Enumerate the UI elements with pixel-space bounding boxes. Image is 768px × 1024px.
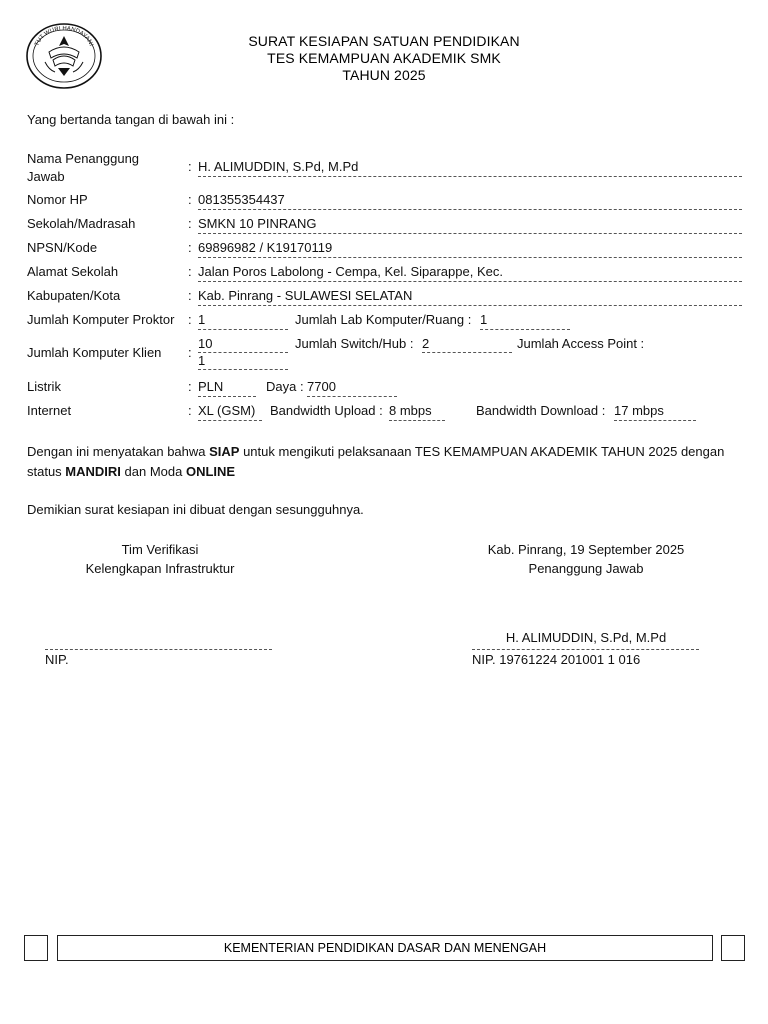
field-label: Jumlah Komputer Klien	[27, 345, 162, 360]
title-line-3: TAHUN 2025	[342, 67, 426, 83]
left-signature-block	[40, 540, 280, 578]
colon: :	[188, 159, 192, 174]
field-value: 17 mbps	[614, 403, 696, 421]
footer-left-box	[24, 935, 48, 961]
field-value: H. ALIMUDDIN, S.Pd, M.Pd	[198, 159, 742, 177]
field-label: Internet	[27, 403, 72, 418]
closing-text: Demikian surat kesiapan ini dibuat dengan sesungguhnya.	[27, 502, 364, 517]
field-label: Jumlah Komputer Proktor	[27, 312, 175, 327]
colon: :	[188, 379, 192, 394]
colon: :	[188, 345, 192, 360]
left-signature-title: Tim Verifikasi	[121, 542, 199, 557]
field-value: Jalan Poros Labolong - Cempa, Kel. Siparappe, Kec.	[198, 264, 742, 282]
statement-mode-online: ONLINE	[185, 464, 236, 479]
field-value: XL (GSM)	[198, 403, 262, 421]
field-label: Jumlah Switch/Hub :	[295, 336, 414, 351]
left-signature-line	[45, 649, 272, 650]
field-listrik	[27, 379, 742, 399]
field-npsn	[27, 240, 742, 260]
field-label: Jumlah Access Point :	[517, 336, 645, 351]
statement-status-siap: SIAP	[209, 444, 240, 459]
left-nip: NIP.	[45, 652, 69, 667]
field-klien	[27, 336, 742, 372]
right-nip: NIP. 19761224 201001 1 016	[472, 652, 641, 667]
field-value: 2	[422, 336, 512, 353]
field-proktor	[27, 312, 742, 332]
field-value: 69896982 / K19170119	[198, 240, 742, 258]
colon: :	[188, 264, 192, 279]
logo-motto-text: TUT WURI HANDAYANI	[34, 25, 94, 48]
document-title	[150, 33, 618, 84]
field-label: Daya :	[266, 379, 304, 394]
field-value: SMKN 10 PINRANG	[198, 216, 742, 234]
field-value: 1	[198, 353, 288, 370]
field-value: 8 mbps	[389, 403, 445, 421]
field-alamat	[27, 264, 742, 284]
colon: :	[188, 403, 192, 418]
field-internet	[27, 403, 742, 423]
field-value: 1	[480, 312, 570, 330]
right-signature-block	[470, 540, 702, 578]
statement-text: Dengan ini menyatakan bahwa	[27, 444, 210, 459]
field-label: Jawab	[27, 169, 65, 184]
statement-paragraph	[27, 442, 742, 482]
field-penanggung	[27, 150, 742, 186]
right-signature-title: Penanggung Jawab	[528, 561, 644, 576]
right-signature-date: Kab. Pinrang, 19 September 2025	[487, 542, 685, 557]
title-line-1: SURAT KESIAPAN SATUAN PENDIDIKAN	[248, 33, 520, 49]
field-label: Nomor HP	[27, 192, 88, 207]
field-value: 7700	[307, 379, 397, 397]
title-line-2: TES KEMAMPUAN AKADEMIK SMK	[267, 50, 501, 66]
field-label: Sekolah/Madrasah	[27, 216, 136, 231]
colon: :	[188, 312, 192, 327]
colon: :	[188, 240, 192, 255]
left-signature-subtitle: Kelengkapan Infrastruktur	[85, 561, 235, 576]
field-label: Nama Penanggung	[27, 151, 140, 166]
field-kabupaten	[27, 288, 742, 308]
field-sekolah	[27, 216, 742, 236]
field-label: Jumlah Lab Komputer/Ruang :	[295, 312, 472, 327]
field-value: PLN	[198, 379, 256, 397]
colon: :	[188, 192, 192, 207]
footer-right-box	[721, 935, 745, 961]
field-label: Alamat Sekolah	[27, 264, 119, 279]
statement-text: dan Moda	[120, 464, 186, 479]
right-signature-name: H. ALIMUDDIN, S.Pd, M.Pd	[505, 630, 667, 645]
field-label: Kabupaten/Kota	[27, 288, 121, 303]
field-label: NPSN/Kode	[27, 240, 98, 255]
statement-text: untuk mengikuti pelaksanaan TES KEMAMPUAN AKADEMIK TAHUN 2025 dengan status	[27, 444, 725, 479]
field-value: 1	[198, 312, 288, 330]
field-hp	[27, 192, 742, 212]
colon: :	[188, 216, 192, 231]
footer-ministry: KEMENTERIAN PENDIDIKAN DASAR DAN MENENGAH	[57, 935, 713, 961]
statement-status-mandiri: MANDIRI	[65, 464, 121, 479]
field-label: Bandwidth Upload :	[270, 403, 383, 418]
field-value: Kab. Pinrang - SULAWESI SELATAN	[198, 288, 742, 306]
field-label: Listrik	[27, 379, 61, 394]
colon: :	[188, 288, 192, 303]
field-value: 10	[198, 336, 288, 353]
field-label: Bandwidth Download :	[476, 403, 606, 418]
intro-text: Yang bertanda tangan di bawah ini :	[27, 112, 235, 127]
tut-wuri-handayani-logo	[25, 22, 103, 90]
right-signature-line	[472, 649, 699, 650]
field-value: 081355354437	[198, 192, 742, 210]
